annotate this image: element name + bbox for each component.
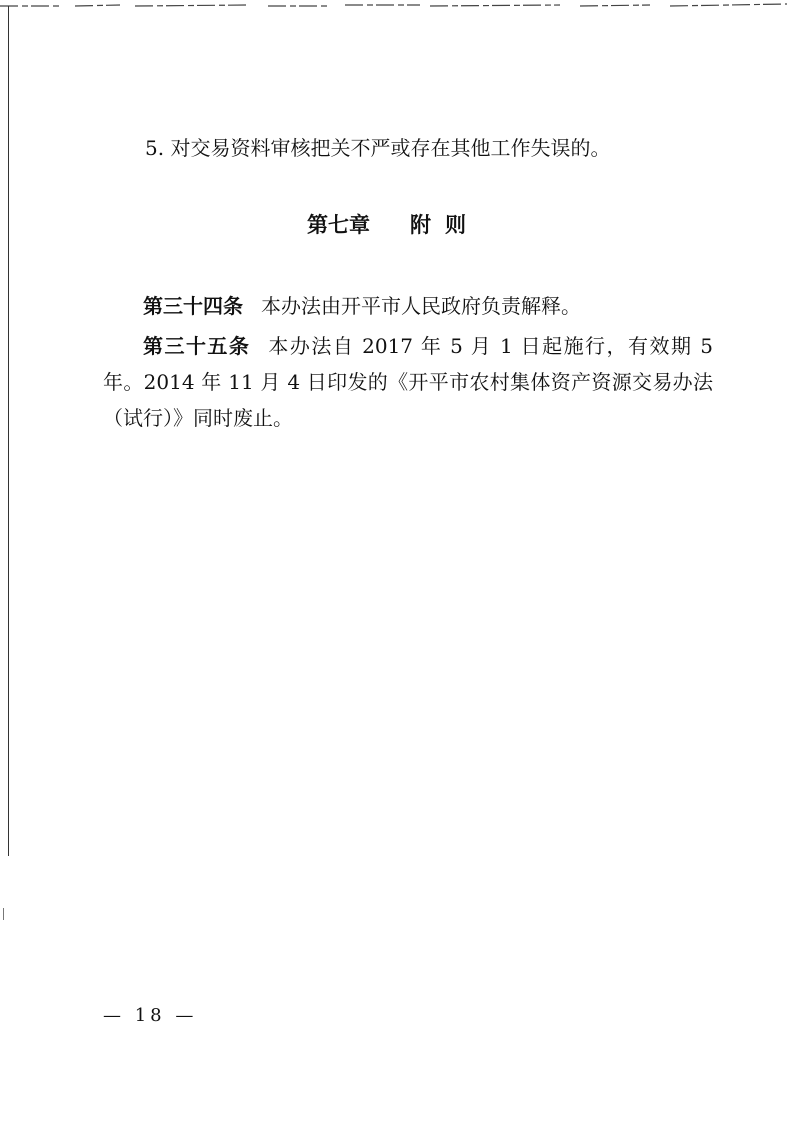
list-item-5: 5. 对交易资料审核把关不严或存在其他工作失误的。	[145, 136, 611, 160]
article-35-text: 本办法自 2017 年 5 月 1 日起施行，有效期 5 年。2014 年 11 月 4 日印发的《开平市农村集体资产资源交易办法（试行）》同时废止。	[103, 334, 713, 430]
article-35	[103, 328, 713, 436]
scan-top-edge	[0, 0, 787, 10]
chapter-heading	[0, 210, 787, 240]
chapter-title: 附则	[410, 213, 480, 237]
article-35-label: 第三十五条	[143, 334, 251, 358]
article-34	[103, 288, 713, 324]
article-34-text: 本办法由开平市人民政府负责解释。	[261, 294, 581, 318]
scan-left-edge	[8, 6, 9, 856]
scan-left-mark	[3, 908, 4, 920]
chapter-number: 第七章	[307, 213, 370, 237]
page-number: — 18 —	[103, 1005, 198, 1026]
article-34-label: 第三十四条	[143, 294, 243, 318]
